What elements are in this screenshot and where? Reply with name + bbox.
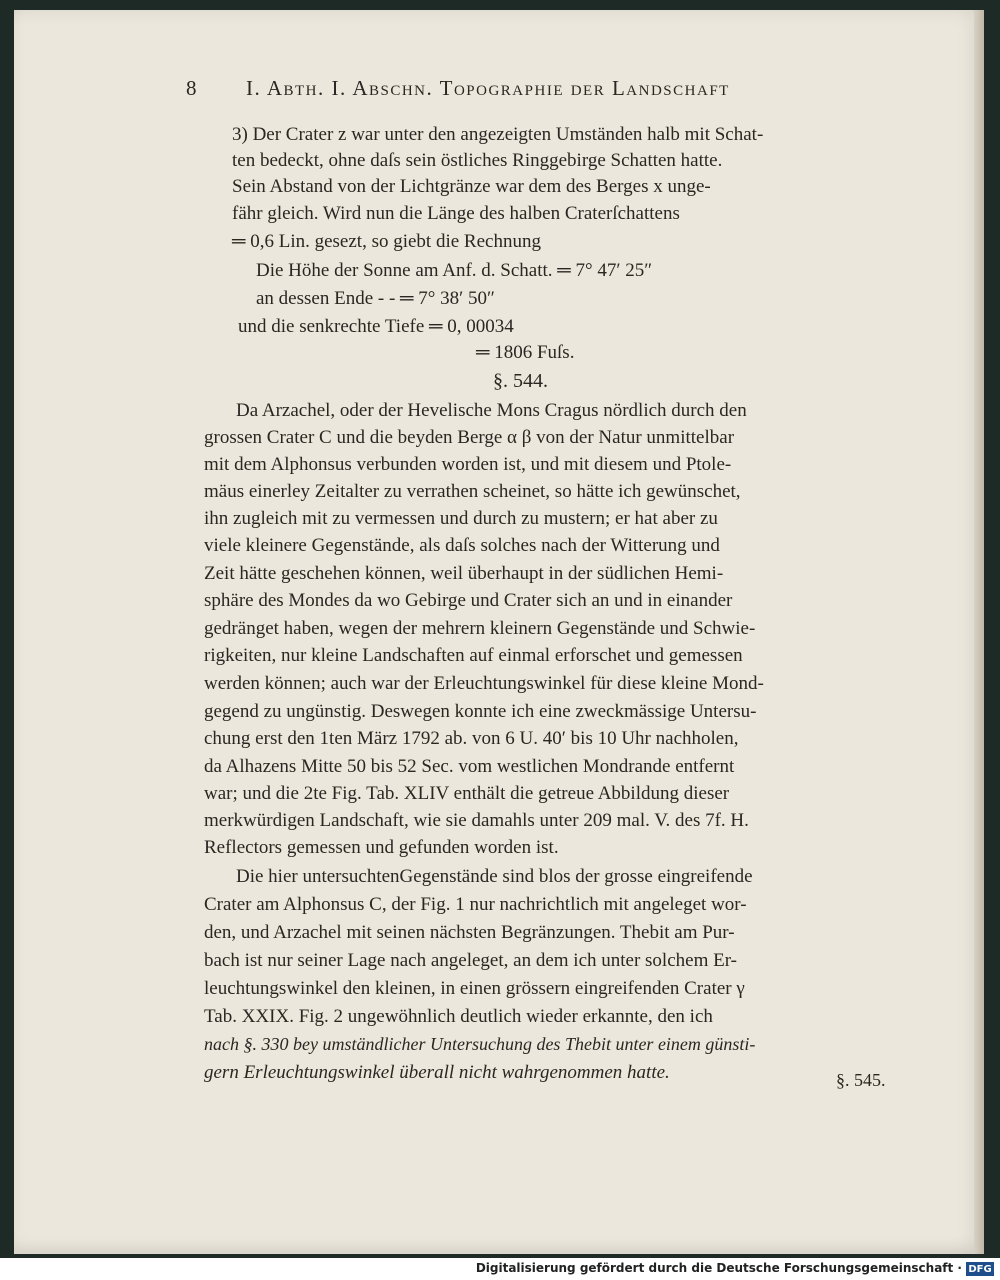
text-line: bach ist nur seiner Lage nach angeleget, an dem ich unter solchem Er- [204, 950, 737, 971]
page-edge [974, 10, 984, 1254]
digitization-footer [0, 1258, 1000, 1280]
text-line: ═ 0,6 Lin. gesezt, so giebt die Rechnung [232, 231, 541, 252]
catchword: §. 545. [836, 1070, 886, 1090]
text-line: gedränget haben, wegen der mehrern kleinern Gegenstände und Schwie- [204, 618, 756, 639]
text-line: Crater am Alphonsus C, der Fig. 1 nur nachrichtlich mit angeleget wor- [204, 894, 747, 915]
text-line: war; und die 2te Fig. Tab. XLIV enthält die getreue Abbildung dieser [204, 783, 730, 804]
calc-line: und die senkrechte Tiefe ═ 0, 00034 [238, 316, 514, 337]
text-line: grossen Crater C und die beyden Berge α β von der Natur unmittelbar [204, 427, 735, 448]
section-heading: §. 544. [493, 370, 548, 392]
text-line: leuchtungswinkel den kleinen, in einen grössern eingreifenden Crater γ [204, 978, 745, 999]
text-line: fähr gleich. Wird nun die Länge des halben Craterſchattens [232, 203, 680, 224]
text-line: chung erst den 1ten März 1792 ab. von 6 U. 40′ bis 10 Uhr nachholen, [204, 728, 739, 749]
text-line: sphäre des Mondes da wo Gebirge und Crater sich an und in einander [204, 590, 733, 611]
dfg-logo-icon: DFG [966, 1262, 994, 1276]
text-line: nach §. 330 bey umständlicher Untersuchung des Thebit unter einem günsti- [204, 1034, 756, 1054]
calc-line: ═ 1806 Fuſs. [476, 342, 575, 363]
text-line: Tab. XXIX. Fig. 2 ungewöhnlich deutlich wieder erkannte, den ich [204, 1006, 713, 1027]
text-line: Sein Abstand von der Lichtgränze war dem des Berges x unge- [232, 176, 711, 197]
text-line: ihn zugleich mit zu vermessen und durch zu mustern; er hat aber zu [204, 508, 718, 529]
page-number: 8 [186, 76, 198, 100]
text-line: 3) Der Crater z war unter den angezeigten Umständen halb mit Schat- [232, 124, 764, 145]
running-header [186, 70, 866, 104]
text-line: rigkeiten, nur kleine Landschaften auf einmal erforschet und gemessen [204, 645, 743, 666]
text-line: den, und Arzachel mit seinen nächsten Begränzungen. Thebit am Pur- [204, 922, 735, 943]
text-line: gegend zu ungünstig. Deswegen konnte ich eine zweckmässige Untersu- [204, 701, 757, 722]
text-line: Reflectors gemessen und gefunden worden ist. [204, 837, 559, 858]
text-line: ten bedeckt, ohne daſs sein östliches Ringgebirge Schatten hatte. [232, 150, 723, 171]
header-title: I. Abth. I. Abschn. Topographie der Landschaft [246, 76, 730, 100]
calc-line: Die Höhe der Sonne am Anf. d. Schatt. ═ 7° 47′ 25″ [256, 260, 653, 281]
text-line: merkwürdigen Landschaft, wie sie damahls unter 209 mal. V. des 7f. H. [204, 810, 749, 831]
text-line: mit dem Alphonsus verbunden worden ist, und mit diesem und Ptole- [204, 454, 732, 475]
text-line: Da Arzachel, oder der Hevelische Mons Cragus nördlich durch den [236, 400, 747, 421]
text-line: Zeit hätte geschehen können, weil überhaupt in der südlichen Hemi- [204, 563, 724, 584]
text-line: Die hier untersuchtenGegenstände sind blos der grosse eingreifende [236, 866, 753, 887]
text-line: viele kleinere Gegenstände, als daſs solches nach der Witterung und [204, 535, 720, 556]
text-line: gern Erleuchtungswinkel überall nicht wahrgenommen hatte. [204, 1062, 670, 1083]
text-line: mäus einerley Zeitalter zu verrathen scheinet, so hätte ich gewünschet, [204, 481, 741, 502]
acknowledgement-text: Digitalisierung gefördert durch die Deutsche Forschungsgemeinschaft · [475, 1261, 962, 1275]
text-line: da Alhazens Mitte 50 bis 52 Sec. vom westlichen Mondrande entfernt [204, 756, 735, 777]
calc-line: an dessen Ende - - ═ 7° 38′ 50″ [256, 288, 495, 309]
text-line: werden können; auch war der Erleuchtungswinkel für diese kleine Mond- [204, 673, 764, 694]
